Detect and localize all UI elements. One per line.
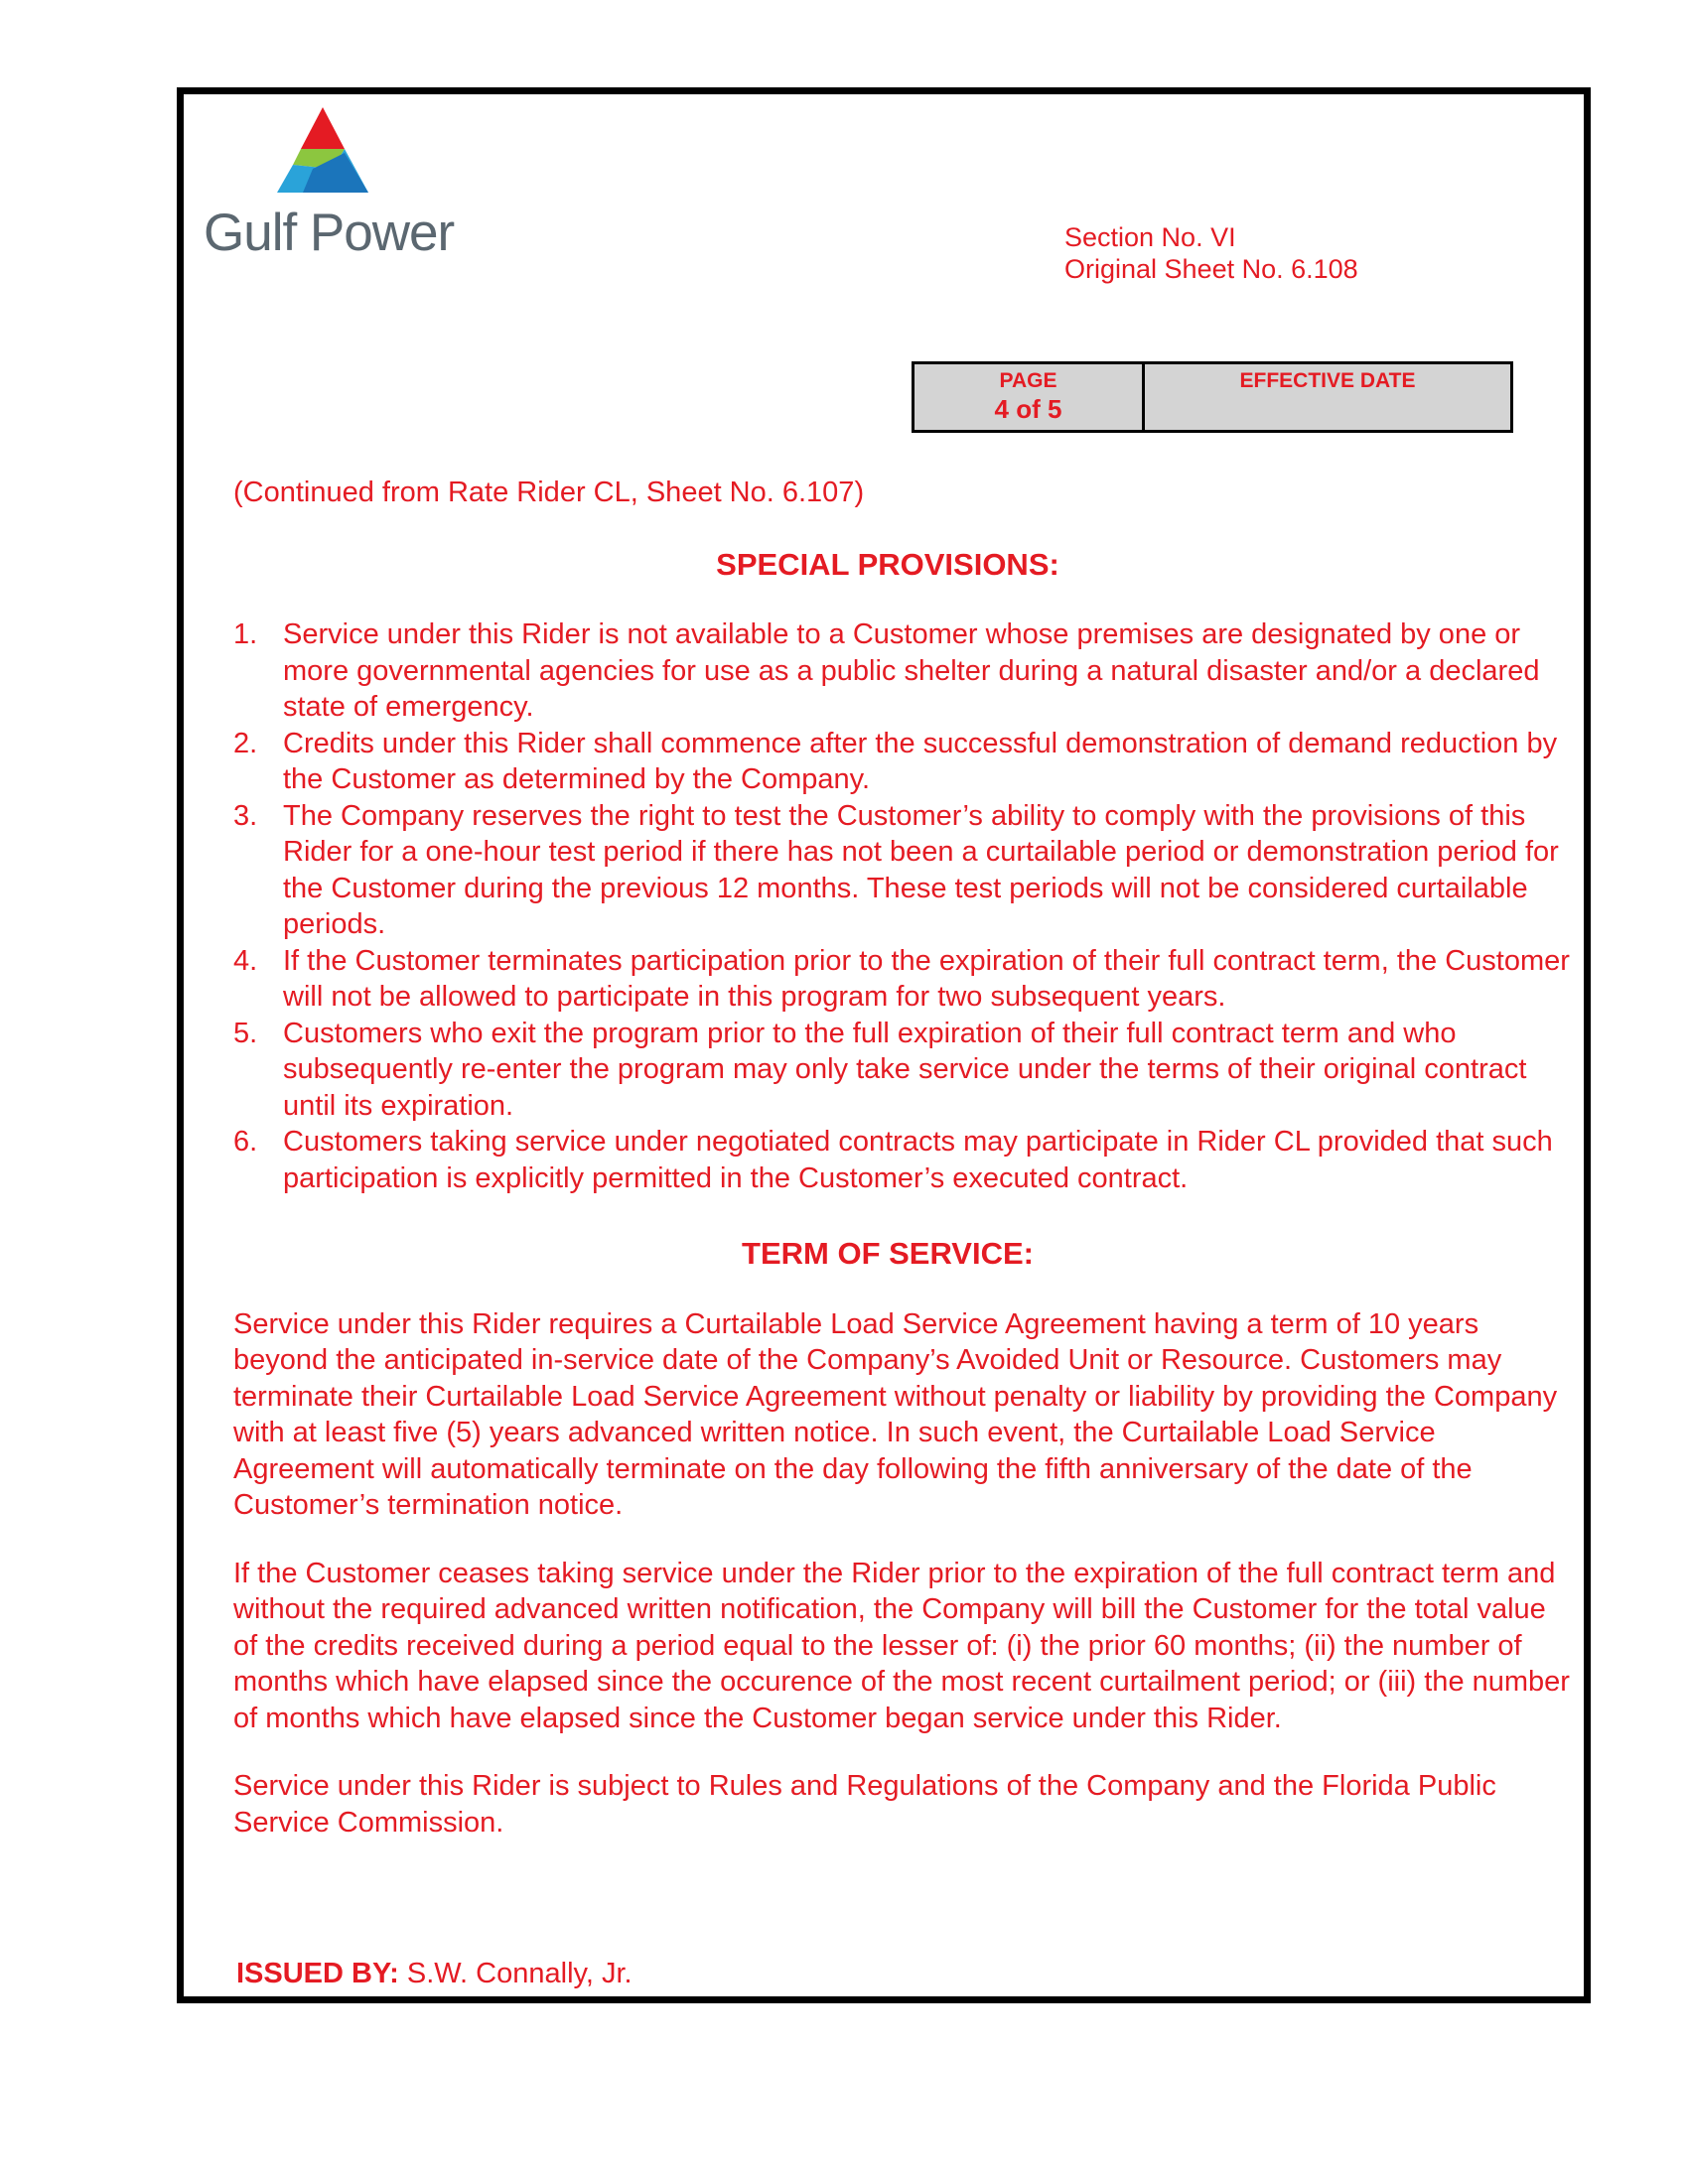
list-item xyxy=(233,798,1574,943)
term-of-service-heading: TERM OF SERVICE: xyxy=(742,1236,1034,1271)
list-item-number: 5. xyxy=(233,1017,258,1049)
gulf-power-logo xyxy=(204,107,455,266)
effective-date-cell xyxy=(1145,364,1510,430)
list-item xyxy=(233,616,1574,726)
list-item-number: 1. xyxy=(233,618,258,650)
list-item-text: Credits under this Rider shall commence after the successful demonstration of demand reduction by the Customer as determined by the Company. xyxy=(283,727,1558,795)
list-item-number: 3. xyxy=(233,799,258,832)
term-paragraph: Service under this Rider is subject to Rules and Regulations of the Company and the Florida Public Service Commission. xyxy=(233,1770,1496,1839)
effective-date-label: EFFECTIVE DATE xyxy=(1239,369,1416,392)
sheet-info xyxy=(1064,221,1358,285)
section-number: Section No. VI xyxy=(1064,222,1236,252)
special-provisions-heading: SPECIAL PROVISIONS: xyxy=(716,546,1059,582)
list-item-text: Service under this Rider is not available to a Customer whose premises are designated by one or more governmental agencies for use as a public shelter during a natural disaster and/or a declared state of emergency. xyxy=(283,618,1540,723)
list-item-text: The Company reserves the right to test the Customer’s ability to comply with the provisions of this Rider for a one-hour test period if there has not been a curtailable period or demonstration period for the Customer during the previous 12 months. These test periods will not be considered curtailable periods. xyxy=(283,799,1559,940)
gulf-power-triangle-icon xyxy=(273,107,372,197)
list-item-number: 4. xyxy=(233,944,258,977)
list-item-text: Customers taking service under negotiated contracts may participate in Rider CL provided that such participation is explicitly permitted in the Customer’s executed contract. xyxy=(283,1126,1553,1194)
list-item xyxy=(233,1124,1574,1196)
page-cell xyxy=(914,364,1145,430)
sheet-number: Original Sheet No. 6.108 xyxy=(1064,254,1358,284)
page-label: PAGE xyxy=(999,369,1057,392)
continued-note: (Continued from Rate Rider CL, Sheet No. 6.107) xyxy=(233,477,865,508)
term-paragraph: Service under this Rider requires a Curtailable Load Service Agreement having a term of 10 years beyond the anticipated in-service date of the Company’s Avoided Unit or Resource. Customers may terminate their Curtailable Load Service Agreement without penalty or liability by providing the Company with at least five (5) years advanced written notice. In such event, the Curtailable Load Service Agreement will automatically terminate on the day following the fifth anniversary of the date of the Customer’s termination notice. xyxy=(233,1307,1558,1521)
term-paragraph: If the Customer ceases taking service under the Rider prior to the expiration of the full contract term and without the required advanced written notification, the Company will bill the Customer for the total value of the credits received during a period equal to the lesser of: (i) the prior 60 months; (ii) the number of months which have elapsed since the occurence of the most recent curtailment period; or (iii) the number of months which have elapsed since the Customer began service under this Rider. xyxy=(233,1557,1570,1734)
list-item xyxy=(233,1016,1574,1125)
issued-by-label: ISSUED BY: xyxy=(236,1958,399,1989)
list-item-text: Customers who exit the program prior to the full expiration of their full contract term and who subsequently re-enter the program may only take service under the terms of their original contract until its expiration. xyxy=(283,1017,1527,1122)
document-body xyxy=(233,475,1574,1872)
list-item-number: 6. xyxy=(233,1126,258,1158)
special-provisions-list xyxy=(233,616,1574,1196)
page-effective-box xyxy=(912,361,1513,433)
issued-by xyxy=(236,1958,633,1990)
page-value: 4 of 5 xyxy=(994,394,1062,424)
list-item-text: If the Customer terminates participation prior to the expiration of their full contract term, the Customer will not be allowed to participate in this program for two subsequent years. xyxy=(283,944,1570,1013)
list-item xyxy=(233,726,1574,798)
issued-by-name: S.W. Connally, Jr. xyxy=(406,1958,633,1989)
list-item-number: 2. xyxy=(233,727,258,759)
list-item xyxy=(233,943,1574,1016)
logo-text: Gulf Power xyxy=(204,204,455,262)
